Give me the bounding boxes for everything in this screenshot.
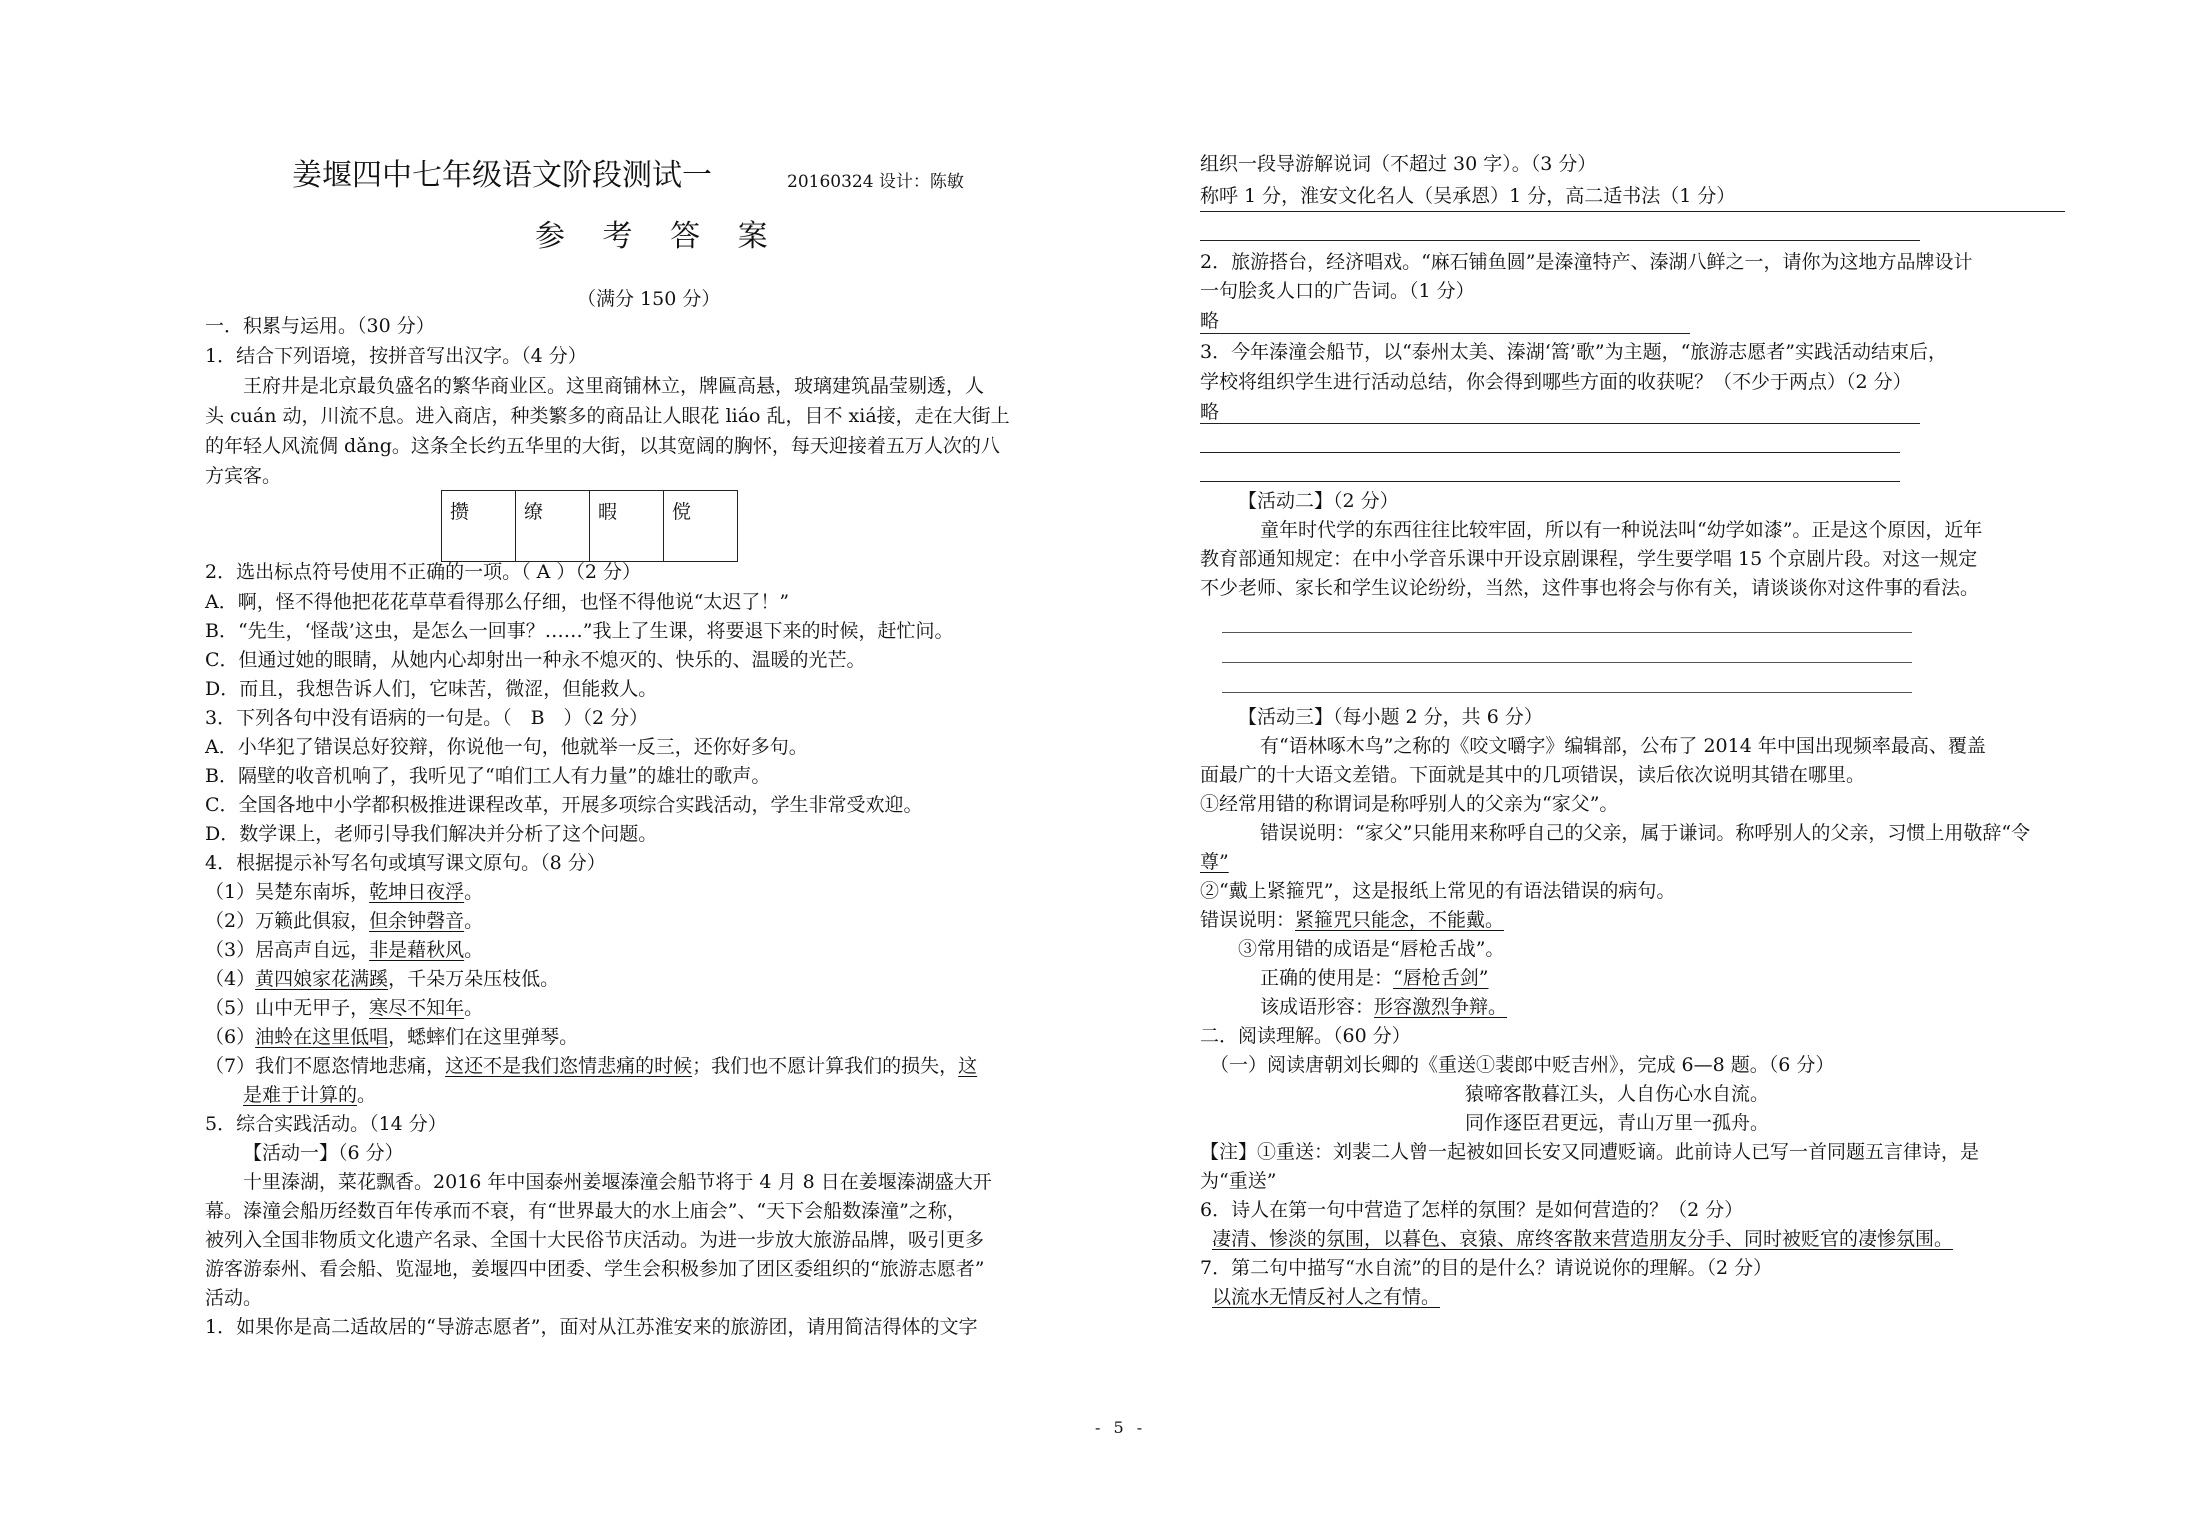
activity-3-line: 有“语林啄木鸟”之称的《咬文嚼字》编辑部，公布了 2014 年中国出现频率最高、覆盖 (1260, 735, 1986, 757)
right-line: 组织一段导游解说词（不超过 30 字）。（3 分） (1200, 153, 1597, 175)
q4-answer: 油蛉在这里低唱 (255, 1026, 389, 1048)
answer-rule (1200, 211, 2065, 212)
activity-1-heading: 【活动一】（6 分） (243, 1142, 404, 1164)
right-line: 学校将组织学生进行活动总结，你会得到哪些方面的收获呢？（不少于两点）（2 分） (1200, 371, 1912, 393)
error-3-description: 该成语形容：形容激烈争辩。 (1260, 996, 1508, 1018)
activity-1-question-2: 2．旅游搭台，经济唱戏。“麻石铺鱼圆”是溱潼特产、溱湖八鲜之一，请你为这地方品牌设计 (1200, 251, 1973, 273)
q2-option-b: B．“先生，‘怪哉’这虫，是怎么一回事？……”我上了生课，将要退下来的时候，赶忙问。 (205, 620, 954, 642)
answer-cell: 缭 (516, 491, 590, 562)
activity-1-line: 被列入全国非物质文化遗产名录、全国十大民俗节庆活动。为进一步放大旅游品牌，吸引更多 (205, 1229, 985, 1251)
answer-subtitle: 参 考 答 案 (535, 219, 782, 254)
q4-item: （6）油蛉在这里低唱，蟋蟀们在这里弹琴。 (205, 1026, 579, 1048)
q4-answer: 非是藉秋风 (369, 939, 465, 961)
answer-line: 略 (1200, 401, 1220, 423)
answer-rule (1200, 452, 1900, 453)
right-line: 一句脍炙人口的广告词。（1 分） (1200, 280, 1475, 302)
question-1: 1．结合下列语境，按拼音写出汉字。（4 分） (205, 345, 587, 367)
section1-heading: 一．积累与运用。（30 分） (205, 315, 435, 337)
activity-2-line: 童年时代学的东西往往比较牢固，所以有一种说法叫“幼学如漆”。正是这个原因，近年 (1260, 519, 1983, 541)
q3-option-a: A．小华犯了错误总好狡辩，你说他一句，他就举一反三，还你好多句。 (205, 736, 808, 758)
q1-passage-line: 方宾客。 (205, 465, 282, 487)
question-6-answer: 凄清、惨淡的氛围，以暮色、哀猿、席终客散来营造朋友分手、同时被贬官的凄惨氛围。 (1212, 1228, 1954, 1250)
q4-item: （5）山中无甲子，寒尽不知年。 (205, 997, 484, 1019)
q4-answer: 寒尽不知年 (369, 997, 465, 1019)
q4-answer: 但余钟磬音 (369, 910, 465, 932)
full-score: （满分 150 分） (577, 288, 721, 310)
answer-rule (1200, 333, 1690, 334)
error-2: ②“戴上紧箍咒”，这是报纸上常见的有语法错误的病句。 (1200, 880, 1676, 902)
activity-1-question-1: 1．如果你是高二适故居的“导游志愿者”，面对从江苏淮安来的旅游团，请用简洁得体的文字 (205, 1316, 978, 1338)
activity-2-line: 不少老师、家长和学生议论纷纷，当然，这件事也将会与你有关，请谈谈你对这件事的看法。 (1200, 577, 1980, 599)
q4-answer: 这还不是我们恣情悲痛的时候 (445, 1055, 693, 1077)
q4-item: （4）黄四娘家花满蹊，千朵万朵压枝低。 (205, 968, 560, 990)
answer-line: 称呼 1 分，淮安文化名人（吴承恩）1 分，高二适书法（1 分） (1200, 185, 1736, 207)
answer-rule (1222, 632, 1912, 633)
q4-item: （7）我们不愿恣情地悲痛，这还不是我们恣情悲痛的时候；我们也不愿计算我们的损失，这 (205, 1055, 978, 1077)
date-designer: 20160324 设计：陈敏 (787, 172, 964, 192)
activity-2-line: 教育部通知规定：在中小学音乐课中开设京剧课程，学生要学唱 15 个京剧片段。对这一规定 (1200, 548, 1978, 570)
answer-cell: 傥 (664, 491, 738, 562)
error-1-explanation: 错误说明：“家父”只能用来称呼自己的父亲，属于谦词。称呼别人的父亲，习惯上用敬辞“令 (1260, 822, 2031, 844)
answer-line: 略 (1200, 310, 1220, 332)
activity-1-line: 游客游泰州、看会船、览湿地，姜堰四中团委、学生会积极参加了团区委组织的“旅游志愿者” (205, 1258, 985, 1280)
answer-cell: 暇 (590, 491, 664, 562)
q3-option-b: B．隔壁的收音机响了，我听见了“咱们工人有力量”的雄壮的歌声。 (205, 765, 771, 787)
answer-rule (1222, 692, 1912, 693)
error-2-explanation: 错误说明：紧箍咒只能念，不能戴。 (1200, 909, 1505, 931)
error-3-answer: “唇枪舌剑” (1393, 967, 1489, 989)
activity-3-heading: 【活动三】（每小题 2 分，共 6 分） (1238, 706, 1543, 728)
question-3: 3．下列各句中没有语病的一句是。（ B ）（2 分） (205, 707, 649, 729)
q4-item: （3）居高声自远，非是藉秋风。 (205, 939, 484, 961)
answer-rule (1200, 481, 1900, 482)
activity-3-line: 面最广的十大语文差错。下面就是其中的几项错误，读后依次说明其错在哪里。 (1200, 764, 1866, 786)
activity-1-line: 幕。溱潼会船历经数百年传承而不衰，有“世界最大的水上庙会”、“天下会船数溱潼”之称， (205, 1200, 966, 1222)
q3-option-d: D．数学课上，老师引导我们解决并分析了这个问题。 (205, 823, 658, 845)
q4-answer: 是难于计算的 (243, 1084, 358, 1106)
activity-1-line: 活动。 (205, 1287, 263, 1309)
q1-passage-line: 王府井是北京最负盛名的繁华商业区。这里商铺林立，牌匾高悬，玻璃建筑晶莹剔透，人 (243, 375, 985, 397)
q1-passage-line: 的年轻人风流倜 dǎng。这条全长约五华里的大街，以其宽阔的胸怀，每天迎接着五万人次的八 (205, 435, 1000, 457)
exam-title: 姜堰四中七年级语文阶段测试一 (292, 158, 712, 193)
reading-1-instruction: （一）阅读唐朝刘长卿的《重送①裴郎中贬吉州》，完成 6—8 题。（6 分） (1210, 1054, 1835, 1076)
section2-heading: 二．阅读理解。（60 分） (1200, 1025, 1411, 1047)
error-1: ①经常用错的称谓词是称呼别人的父亲为“家父”。 (1200, 793, 1619, 815)
poem-line: 同作逐臣君更远，青山万里一孤舟。 (1465, 1112, 1770, 1134)
question-7-answer: 以流水无情反衬人之有情。 (1212, 1286, 1441, 1308)
q2-option-c: C．但通过她的眼睛，从她内心却射出一种永不熄灭的、快乐的、温暖的光芒。 (205, 649, 866, 671)
activity-2-heading: 【活动二】（2 分） (1238, 490, 1399, 512)
error-3-usage: 正确的使用是：“唇枪舌剑” (1260, 967, 1489, 989)
error-1-explanation: 尊” (1200, 851, 1229, 873)
q2-option-a: A．啊，怪不得他把花花草草看得那么仔细，也怪不得他说“太迟了！” (205, 591, 790, 613)
q4-item: （1）吴楚东南坼，乾坤日夜浮。 (205, 881, 484, 903)
q2-option-d: D．而且，我想告诉人们，它味苦，微涩，但能救人。 (205, 678, 658, 700)
poem-note: 【注】①重送：刘裴二人曾一起被如回长安又同遭贬谪。此前诗人已写一首同题五言律诗，是 (1200, 1141, 1980, 1163)
answer-rule (1222, 662, 1912, 663)
question-5: 5．综合实践活动。（14 分） (205, 1113, 447, 1135)
q3-option-c: C．全国各地中小学都积极推进课程改革，开展多项综合实践活动，学生非常受欢迎。 (205, 794, 923, 816)
answer-rule (1200, 423, 1920, 424)
q4-answer: 乾坤日夜浮 (369, 881, 465, 903)
error-3: ③常用错的成语是“唇枪舌战”。 (1238, 938, 1505, 960)
poem-line: 猿啼客散暮江头，人自伤心水自流。 (1465, 1083, 1770, 1105)
q4-answer: 黄四娘家花满蹊 (255, 968, 389, 990)
q4-item: 是难于计算的。 (243, 1084, 377, 1106)
question-2: 2．选出标点符号使用不正确的一项。（ A ）（2 分） (205, 561, 642, 583)
answer-cell: 攒 (442, 491, 516, 562)
activity-1-line: 十里溱湖，菜花飘香。2016 年中国泰州姜堰溱潼会船节将于 4 月 8 日在姜堰溱湖盛大开 (243, 1171, 992, 1193)
question-4: 4．根据提示补写名句或填写课文原句。（8 分） (205, 852, 606, 874)
error-2-answer: 紧箍咒只能念，不能戴。 (1295, 909, 1505, 931)
answer-rule (1200, 240, 1920, 241)
error-3-answer: 形容激烈争辩。 (1374, 996, 1508, 1018)
q4-item: （2）万籁此俱寂，但余钟磬音。 (205, 910, 484, 932)
activity-1-question-3: 3．今年溱潼会船节，以“泰州太美、溱湖‘篙’歌”为主题，“旅游志愿者”实践活动结束后， (1200, 341, 1948, 363)
poem-note: 为“重送” (1200, 1170, 1277, 1192)
q1-passage-line: 头 cuán 动，川流不息。进入商店，种类繁多的商品让人眼花 liáo 乱，目不 xiá接，走在大街上 (205, 405, 1010, 427)
question-6: 6．诗人在第一句中营造了怎样的氛围？是如何营造的？（2 分） (1200, 1199, 1744, 1221)
pinyin-answer-table (441, 490, 738, 562)
question-7: 7．第二句中描写“水自流”的目的是什么？请说说你的理解。（2 分） (1200, 1257, 1773, 1279)
page-number: - 5 - (1095, 1418, 1147, 1437)
